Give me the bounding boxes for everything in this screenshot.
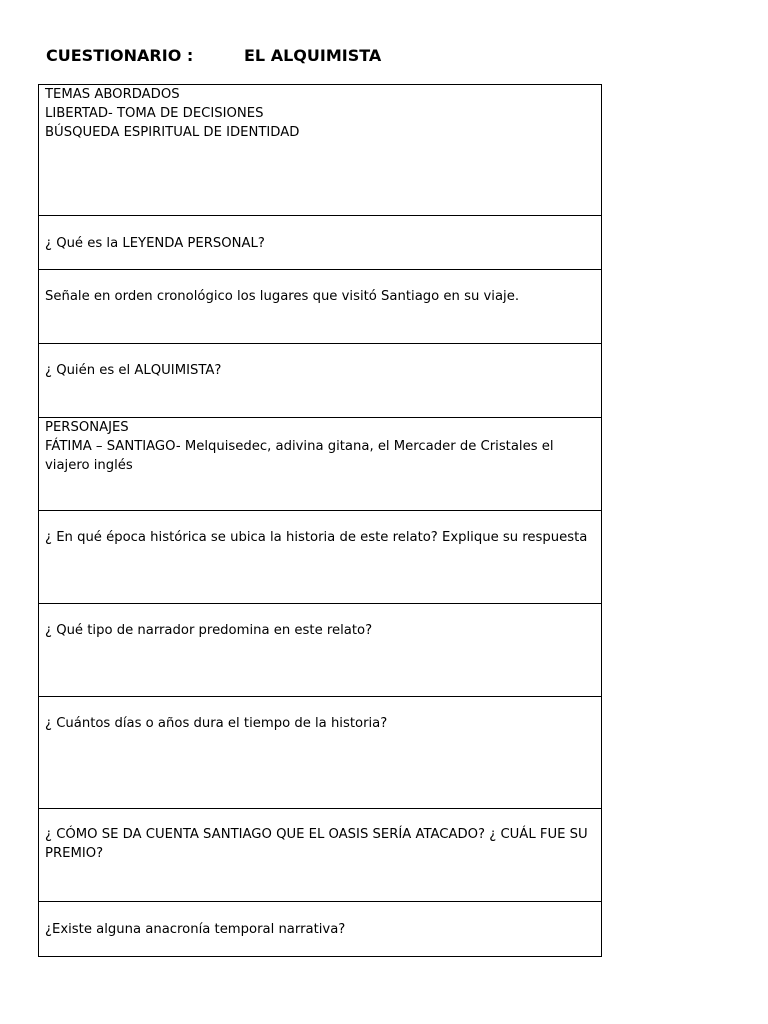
table-row bbox=[39, 902, 602, 957]
table-row bbox=[39, 418, 602, 511]
question-cell bbox=[39, 511, 602, 604]
topics-heading: TEMAS ABORDADOS bbox=[45, 87, 180, 102]
table-row bbox=[39, 511, 602, 604]
question-text: Señale en orden cronológico los lugares que visitó Santiago en su viaje. bbox=[45, 289, 520, 304]
topic-item: BÚSQUEDA ESPIRITUAL DE IDENTIDAD bbox=[45, 125, 300, 140]
question-cell bbox=[39, 902, 602, 957]
question-cell bbox=[39, 344, 602, 418]
characters-heading: PERSONAJES bbox=[45, 420, 129, 435]
table-row bbox=[39, 604, 602, 697]
question-text: ¿ Qué tipo de narrador predomina en este relato? bbox=[45, 623, 373, 638]
characters-cell bbox=[39, 418, 602, 511]
table-row bbox=[39, 809, 602, 902]
question-text: ¿ Cuántos días o años dura el tiempo de la historia? bbox=[45, 716, 388, 731]
title-book-name: EL ALQUIMISTA bbox=[244, 46, 382, 65]
question-cell bbox=[39, 697, 602, 809]
table-row bbox=[39, 697, 602, 809]
topics-cell bbox=[39, 85, 602, 216]
title-label: CUESTIONARIO : bbox=[46, 46, 194, 65]
question-text: ¿ Qué es la LEYENDA PERSONAL? bbox=[45, 236, 265, 251]
questionnaire-table bbox=[38, 84, 602, 957]
question-text: ¿Existe alguna anacronía temporal narrativa? bbox=[45, 922, 346, 937]
table-row bbox=[39, 344, 602, 418]
question-cell bbox=[39, 604, 602, 697]
table-row bbox=[39, 85, 602, 216]
table-row bbox=[39, 270, 602, 344]
question-cell bbox=[39, 216, 602, 270]
question-text: ¿ En qué época histórica se ubica la historia de este relato? Explique su respuesta bbox=[45, 530, 588, 545]
question-cell bbox=[39, 270, 602, 344]
characters-list: FÁTIMA – SANTIAGO- Melquisedec, adivina gitana, el Mercader de Cristales el viajero inglés bbox=[45, 439, 554, 473]
question-text: ¿ CÓMO SE DA CUENTA SANTIAGO QUE EL OASIS SERÍA ATACADO? ¿ CUÁL FUE SU PREMIO? bbox=[45, 827, 588, 861]
document-title bbox=[46, 46, 381, 65]
question-text: ¿ Quién es el ALQUIMISTA? bbox=[45, 363, 222, 378]
question-cell bbox=[39, 809, 602, 902]
table-row bbox=[39, 216, 602, 270]
topic-item: LIBERTAD- TOMA DE DECISIONES bbox=[45, 106, 264, 121]
